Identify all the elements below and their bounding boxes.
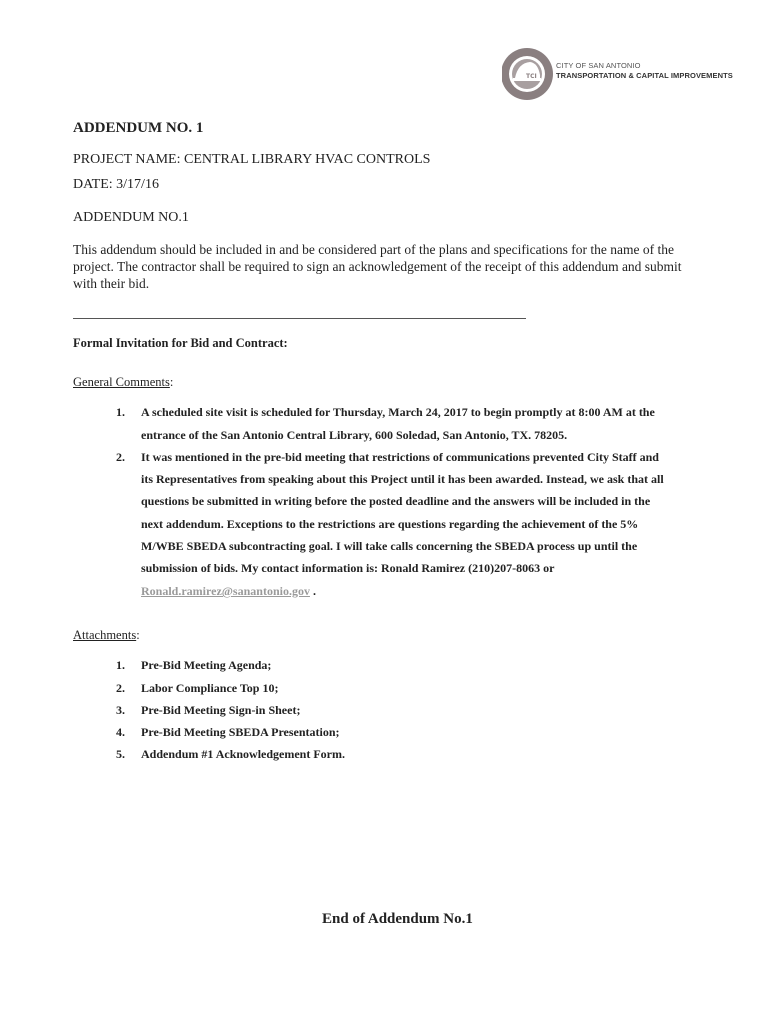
comment-line: It was mentioned in the pre-bid meeting that restrictions of communications prevented City Staff and	[141, 450, 659, 464]
attachment-item: Addendum #1 Acknowledgement Form.	[141, 747, 346, 761]
attachment-number: 5.	[116, 747, 125, 761]
attachment-number: 3.	[116, 703, 125, 717]
end-of-addendum: End of Addendum No.1	[322, 911, 473, 927]
comment-number: 1.	[116, 405, 125, 419]
email-suffix: .	[309, 584, 316, 598]
comment-line: M/WBE SBEDA subcontracting goal. I will take calls concerning the SBEDA process up until the	[141, 539, 638, 553]
comment-line: entrance of the San Antonio Central Library, 600 Soledad, San Antonio, TX. 78205.	[141, 428, 568, 442]
divider	[73, 318, 526, 319]
attachment-item: Labor Compliance Top 10;	[141, 681, 279, 695]
org-name	[556, 61, 733, 81]
general-comments-colon: :	[169, 375, 174, 389]
general-comments-label: General Comments	[73, 375, 170, 389]
general-comments-heading	[73, 375, 173, 390]
attachment-number: 4.	[116, 725, 125, 739]
intro-paragraph: This addendum should be included in and be considered part of the plans and specifications for the name of the project. The contractor shall be required to sign an acknowledgement of the receipt of this addendum and submit with their bid.	[73, 242, 682, 291]
addendum-number: ADDENDUM NO.1	[73, 210, 189, 225]
attachment-item: Pre-Bid Meeting SBEDA Presentation;	[141, 725, 340, 739]
attachments-colon: :	[136, 628, 140, 642]
comment-line: A scheduled site visit is scheduled for Thursday, March 24, 2017 to begin promptly at 8:00 AM at the	[141, 405, 655, 419]
document-title: ADDENDUM NO. 1	[73, 120, 204, 136]
logo-badge: TCI	[526, 73, 537, 80]
attachments-heading	[73, 628, 140, 643]
comment-line: its Representatives from speaking about this Project until it has been awarded. Instead, we ask that all	[141, 472, 664, 486]
contact-email-line	[141, 584, 316, 599]
document-date: DATE: 3/17/16	[73, 177, 159, 192]
attachment-item: Pre-Bid Meeting Agenda;	[141, 658, 272, 672]
attachments-label: Attachments	[73, 628, 137, 642]
attachment-number: 1.	[116, 658, 125, 672]
attachment-item: Pre-Bid Meeting Sign-in Sheet;	[141, 703, 301, 717]
org-line2: TRANSPORTATION & CAPITAL IMPROVEMENTS	[556, 71, 733, 80]
comment-line: submission of bids. My contact information is: Ronald Ramirez (210)207-8063 or	[141, 561, 555, 575]
comment-line: next addendum. Exceptions to the restrictions are questions regarding the achievement of the 5%	[141, 517, 639, 531]
org-line1: CITY OF SAN ANTONIO	[556, 61, 641, 70]
comment-line: questions be submitted in writing before the posted deadline and the answers will be included in the	[141, 494, 651, 508]
comment-number: 2.	[116, 450, 125, 464]
section-title: Formal Invitation for Bid and Contract:	[73, 336, 288, 350]
project-name: PROJECT NAME: CENTRAL LIBRARY HVAC CONTROLS	[73, 152, 431, 167]
contact-email-link[interactable]: Ronald.ramirez@sanantonio.gov	[141, 584, 310, 598]
attachment-number: 2.	[116, 681, 125, 695]
